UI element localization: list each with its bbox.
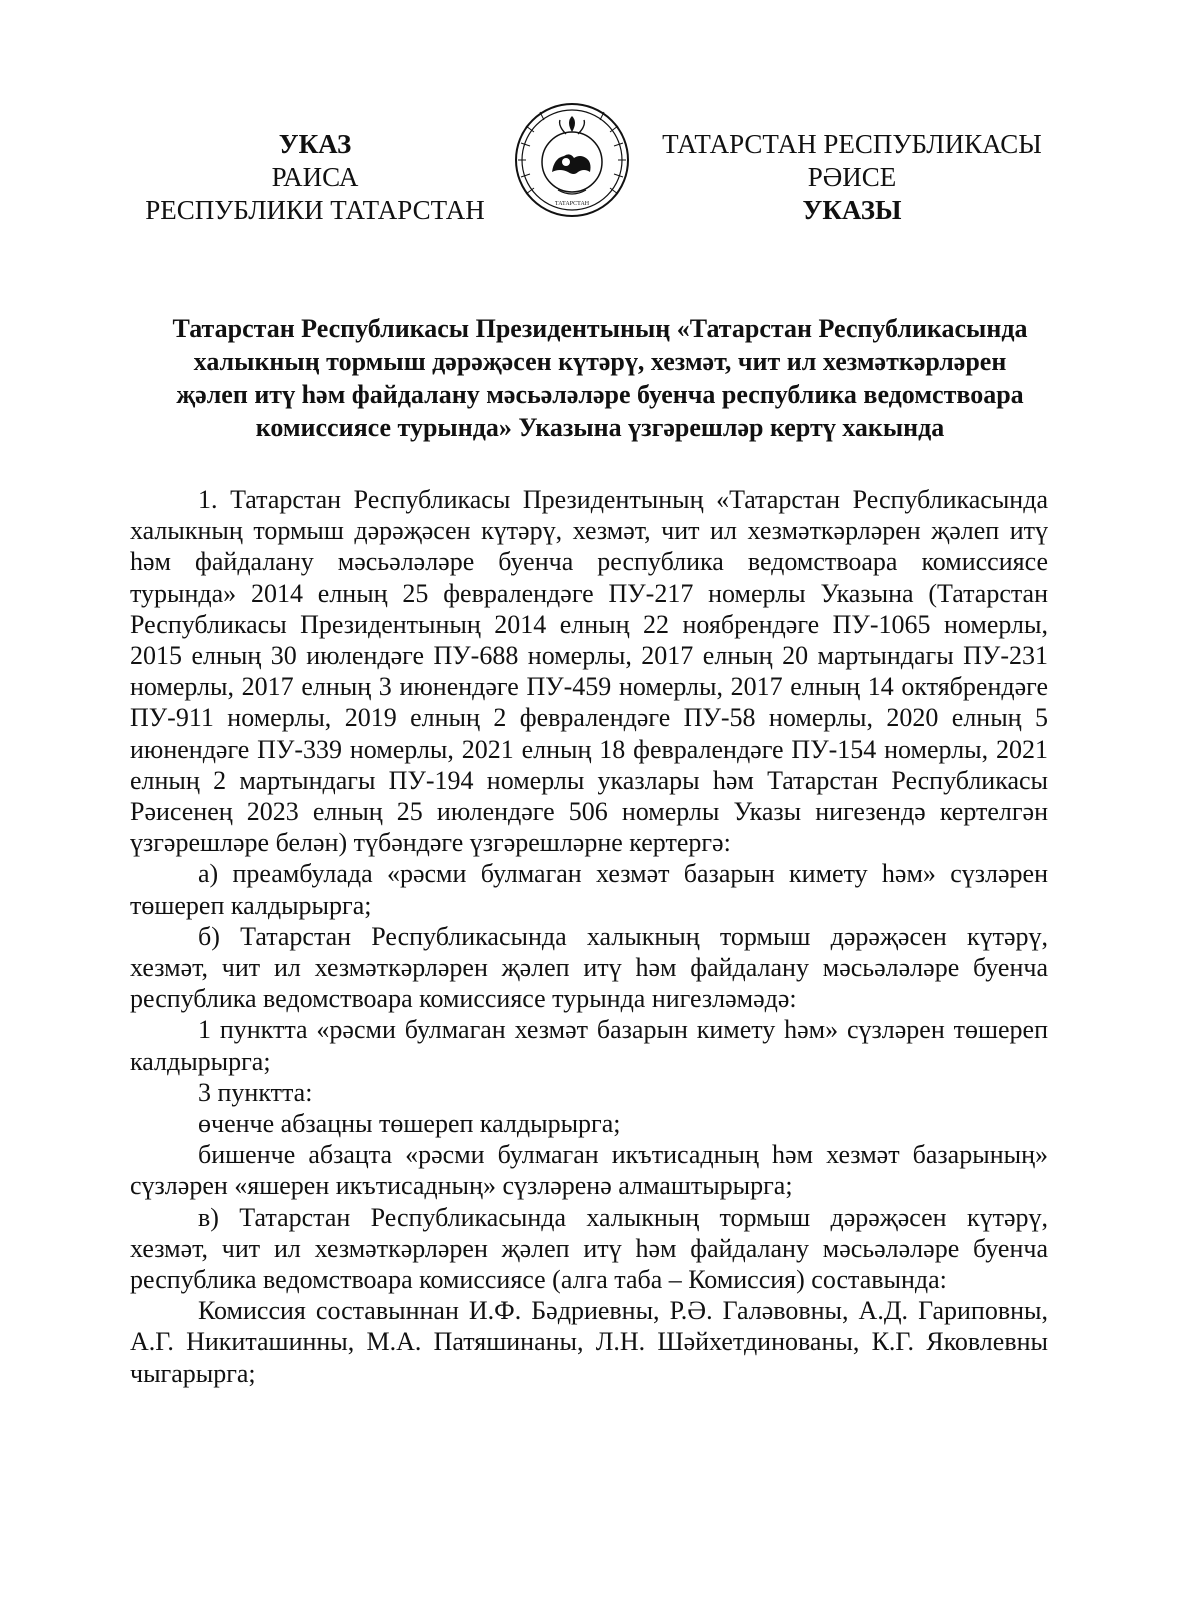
- emblem-text: ТАТАРСТАН: [554, 201, 590, 207]
- paragraph-a: а) преамбулада «рәсми булмаган хезмәт базарын кимету һәм» сүзләрен төшереп калдырырга;: [130, 859, 1048, 920]
- paragraph-b-point-3-b: бишенче абзацта «рәсми булмаган икътисадның һәм хезмәт базарының» сүзләрен «яшерен икътисадның» сүзләренә алмаштырырга;: [130, 1140, 1048, 1201]
- paragraph-b: б) Татарстан Республикасында халыкның тормыш дәрәҗәсен күтәрү, хезмәт, чит ил хезмәткәрләрен җәлеп итү һәм файдалану мәсьәләләре буенча республика ведомствоара комиссиясе турында нигезләмәдә:: [130, 921, 1048, 1014]
- header-tatar: [662, 128, 1042, 227]
- paragraph-v: в) Татарстан Республикасында халыкның тормыш дәрәҗәсен күтәрү, хезмәт, чит ил хезмәткәрләрен җәлеп итү һәм файдалану мәсьәләләре буенча республика ведомствоара комиссиясе (алга таба – Комиссия) составында:: [130, 1202, 1048, 1295]
- paragraph-b-point-3: 3 пунктта:: [198, 1077, 313, 1107]
- title-line-4: комиссиясе турында» Указына үзгәрешләр кертү хакында: [255, 413, 945, 442]
- header-russian-title: УКАЗ: [278, 129, 352, 159]
- header-tatar-line2: РӘИСЕ: [807, 162, 897, 192]
- title-line-2: халыкның тормыш дәрәҗәсен күтәрү, хезмәт, чит ил хезмәткәрләрен: [193, 347, 1007, 376]
- header-tatar-title: УКАЗЫ: [802, 195, 902, 225]
- paragraph-b-point-3-a: өченче абзацны төшереп калдырырга;: [198, 1109, 621, 1139]
- tatarstan-coat-of-arms-icon: [514, 102, 630, 218]
- paragraph-b-point-1: 1 пунктта «рәсми булмаган хезмәт базарын кимету һәм» сүзләрен төшереп калдырырга;: [130, 1015, 1048, 1076]
- header-russian-line3: РЕСПУБЛИКИ ТАТАРСТАН: [145, 195, 485, 225]
- header-russian: [135, 128, 495, 227]
- decree-title: [130, 312, 1070, 444]
- header-russian-line2: РАИСА: [271, 162, 359, 192]
- paragraph-1: 1. Татарстан Республикасы Президентының «Татарстан Республикасында халыкның тормыш дәрәҗәсен күтәрү, хезмәт, чит ил хезмәткәрләрен җәлеп итү һәм файдалану мәсьәләләре буенча республика ведомствоара комиссиясе турында» 2014 елның 25 февралендәге ПУ-217 номерлы Указына (Татарстан Республикасы Президентының 2014 елның 22 ноябрендәге ПУ-1065 номерлы, 2015 елның 30 июлендәге ПУ-688 номерлы, 2017 елның 20 мартындагы ПУ-231 номерлы, 2017 елның 3 июнендәге ПУ-459 номерлы, 2017 елның 14 октябрендәге ПУ-911 номерлы, 2019 елның 2 февралендәге ПУ-58 номерлы, 2020 елның 5 июнендәге ПУ-339 номерлы, 2021 елның 18 февралендәге ПУ-154 номерлы, 2021 елның 2 мартындагы ПУ-194 номерлы указлары һәм Татарстан Республикасы Рәисенең 2023 елның 25 июлендәге 506 номерлы Указы нигезендә кертелгән үзгәрешләре белән) түбәндәге үзгәрешләрне кертергә:: [130, 485, 1048, 858]
- title-line-1: Татарстан Республикасы Президентының «Татарстан Республикасында: [172, 314, 1028, 343]
- header-tatar-line1: ТАТАРСТАН РЕСПУБЛИКАСЫ: [662, 129, 1042, 159]
- decree-body: [130, 484, 1048, 1389]
- paragraph-v-members: Комиссия составыннан И.Ф. Бәдриевны, Р.Ә. Галәвовны, А.Д. Гариповны, А.Г. Никиташинны, М.А. Патяшинаны, Л.Н. Шәйхетдинованы, К.Г. Яковлевны чыгарырга;: [130, 1296, 1048, 1388]
- title-line-3: җәлеп итү һәм файдалану мәсьәләләре буенча республика ведомствоара: [176, 380, 1024, 409]
